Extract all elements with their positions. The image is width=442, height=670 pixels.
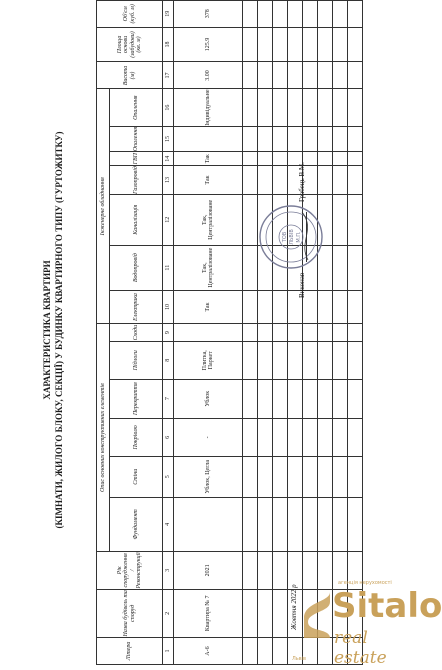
- header-cell: Каналізація: [110, 194, 163, 245]
- column-number: 4: [163, 497, 174, 552]
- header-cell: Рік спорудження / Реконструкції: [97, 552, 163, 589]
- cell-foundation: [174, 497, 243, 552]
- cell-floors: Плитка, Паркет: [174, 341, 243, 379]
- svg-text:ЛЬВІВ: ЛЬВІВ: [289, 229, 295, 245]
- column-number: 5: [163, 456, 174, 497]
- empty-row: [318, 1, 333, 665]
- logo-brand: Sitalo: [332, 586, 442, 626]
- empty-row: [303, 1, 318, 665]
- cell-area: 125.9: [174, 27, 243, 62]
- empty-row: [348, 1, 363, 665]
- column-number: 2: [163, 589, 174, 638]
- column-number: 14: [163, 152, 174, 166]
- cell-heating-type: Індивідуальне: [174, 89, 243, 126]
- column-number: 6: [163, 418, 174, 456]
- logo-city: Львів: [292, 656, 306, 662]
- empty-row: [333, 1, 348, 665]
- cell-sewage: Так, Централізоване: [174, 194, 243, 245]
- header-cell: Сходи: [110, 324, 163, 342]
- svg-text:М.П.: М.П.: [296, 231, 302, 243]
- logo-sub: real estate: [334, 628, 387, 668]
- header-cell: Електрика: [110, 290, 163, 323]
- column-number-row: [163, 1, 174, 665]
- column-number: 8: [163, 341, 174, 379]
- column-number: 1: [163, 638, 174, 665]
- header-cell: Фундамент: [110, 497, 163, 552]
- cell-name: Квартира № 7: [174, 589, 243, 638]
- column-number: 3: [163, 552, 174, 589]
- executor-name: Грабець В.М.: [298, 162, 306, 202]
- column-number: 18: [163, 27, 174, 62]
- cell-gas: Так: [174, 166, 243, 195]
- cell-water: Так, Централізоване: [174, 245, 243, 290]
- header-cell: Газопровід: [110, 166, 163, 195]
- cell-electricity: Так: [174, 290, 243, 323]
- group-construct-header: Опис основних конструктивних елементів: [97, 324, 110, 552]
- column-number: 11: [163, 245, 174, 290]
- cell-walls: Ублок, Цегла: [174, 456, 243, 497]
- header-cell: Літера: [97, 638, 163, 665]
- column-number: 19: [163, 1, 174, 28]
- document-title: ХАРАКТЕРИСТИКА КВАРТИРИ: [42, 260, 52, 400]
- empty-row: [273, 1, 288, 665]
- signature-line: [306, 212, 307, 262]
- cell-heating-central: [174, 126, 243, 152]
- empty-row: [258, 1, 273, 665]
- header-cell: Стіни: [110, 456, 163, 497]
- header-cell: Водопровід: [110, 245, 163, 290]
- cell-litera: А-6: [174, 638, 243, 665]
- cell-height: 3.00: [174, 62, 243, 89]
- group-header-row: [97, 1, 110, 665]
- header-cell: ГВП: [110, 152, 163, 166]
- cell-stairs: [174, 324, 243, 342]
- group-engineering-header: Інженерне обладнання: [97, 89, 110, 324]
- executor-label: Виконав: [298, 272, 306, 298]
- table-row: [174, 1, 243, 665]
- seal-stamp: [258, 204, 324, 270]
- characteristics-table: [96, 0, 363, 665]
- logo-agency-text: агенція нерухомості: [338, 580, 392, 586]
- logo-emblem: [300, 588, 334, 640]
- column-number: 7: [163, 379, 174, 418]
- header-cell: Покрівлю: [110, 418, 163, 456]
- column-number: 13: [163, 166, 174, 195]
- header-cell: Підлоги: [110, 341, 163, 379]
- column-number: 17: [163, 62, 174, 89]
- cell-ceiling: Ублок: [174, 379, 243, 418]
- header-cell: Опалення: [110, 89, 163, 126]
- cell-hot-water: Так: [174, 152, 243, 166]
- header-cell: Площа основи (забудови) (кв. м): [97, 27, 163, 62]
- header-cell: Опалення: [110, 126, 163, 152]
- cell-volume: 378: [174, 1, 243, 28]
- date-text: Жовтня 2022 р: [290, 584, 298, 630]
- header-cell: Назва будівель та споруд: [97, 589, 163, 638]
- column-number: 16: [163, 89, 174, 126]
- empty-row: [243, 1, 258, 665]
- cell-roof: -: [174, 418, 243, 456]
- column-number: 12: [163, 194, 174, 245]
- header-cell: Перекриття: [110, 379, 163, 418]
- document-subtitle: (КІМНАТИ, ЖИЛОГО БЛОКУ, СЕКЦІЇ) У БУДИНКУ КВАРТИРНОГО ТИПУ (ГУРТОЖИТКУ): [54, 131, 64, 529]
- empty-row: [288, 1, 303, 665]
- column-number: 15: [163, 126, 174, 152]
- header-cell: Об'єм (куб. м): [97, 1, 163, 28]
- header-cell: Висота (м): [97, 62, 163, 89]
- column-number: 10: [163, 290, 174, 323]
- svg-text:ТОВ: ТОВ: [282, 231, 288, 243]
- column-number: 9: [163, 324, 174, 342]
- cell-year: 2021: [174, 552, 243, 589]
